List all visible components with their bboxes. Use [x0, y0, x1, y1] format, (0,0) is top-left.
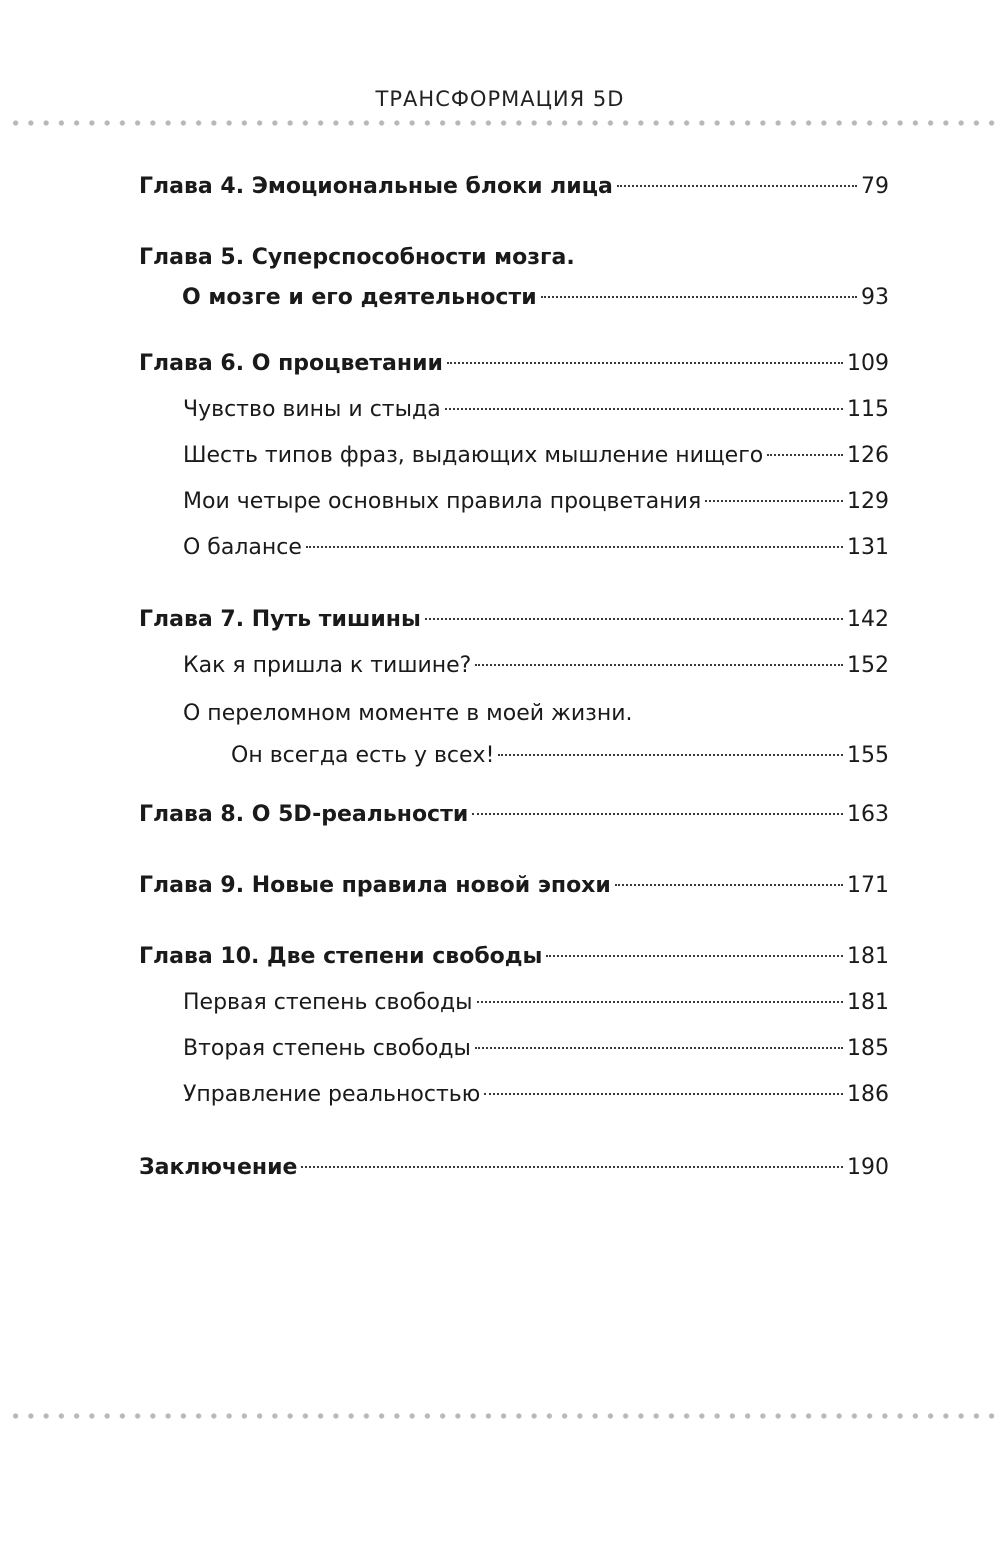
toc-entry-six-types-of-phrases[interactable]	[183, 439, 889, 473]
toc-page-number: 152	[847, 653, 889, 678]
toc-entry-chapter-9[interactable]	[139, 869, 889, 903]
dot-leader	[705, 500, 843, 502]
dot-leader	[546, 955, 843, 957]
toc-page-number: 185	[847, 1036, 889, 1061]
toc-entry-title-line-1: О переломном моменте в моей жизни.	[183, 701, 633, 726]
toc-entry-title: Глава 6. О процветании	[139, 351, 443, 376]
top-dotted-rule	[8, 119, 998, 127]
running-head: ТРАНСФОРМАЦИЯ 5D	[375, 87, 625, 111]
dot-leader	[425, 618, 843, 620]
toc-page-number: 163	[847, 802, 889, 827]
toc-page-number: 155	[847, 743, 889, 768]
toc-page-number: 79	[861, 174, 889, 199]
toc-entry-chapter-6[interactable]	[139, 347, 889, 381]
dot-leader	[617, 185, 857, 187]
toc-entry-title: Шесть типов фраз, выдающих мышление нищего	[183, 443, 764, 468]
toc-entry-title-line-2: Он всегда есть у всех!	[231, 743, 495, 768]
toc-entry-title: Чувство вины и стыда	[183, 397, 441, 422]
toc-entry-title: Заключение	[139, 1155, 298, 1180]
toc-entry-title: Глава 7. Путь тишины	[139, 607, 421, 632]
toc-entry-reality-management[interactable]	[183, 1078, 889, 1112]
toc-page-number: 186	[847, 1082, 889, 1107]
toc-entry-title: Вторая степень свободы	[183, 1036, 471, 1061]
toc-entry-chapter-4[interactable]	[139, 170, 889, 204]
toc-entry-title: Управление реальностью	[183, 1082, 481, 1107]
dot-leader	[301, 1166, 843, 1168]
dot-leader	[767, 454, 843, 456]
toc-entry-title-line-1: Глава 5. Суперспособности мозга.	[139, 245, 575, 270]
toc-entry-title: Глава 4. Эмоциональные блоки лица	[139, 174, 613, 199]
toc-page-number: 115	[847, 397, 889, 422]
dot-leader	[445, 408, 843, 410]
toc-entry-chapter-5[interactable]	[139, 241, 889, 315]
toc-entry-turning-point[interactable]	[183, 697, 889, 773]
toc-entry-title: Глава 9. Новые правила новой эпохи	[139, 873, 611, 898]
toc-page-number: 109	[847, 351, 889, 376]
toc-entry-title-line-2: О мозге и его деятельности	[182, 285, 537, 310]
toc-entry-first-degree[interactable]	[183, 986, 889, 1020]
toc-entry-title: Первая степень свободы	[183, 990, 473, 1015]
toc-page-number: 131	[847, 535, 889, 560]
dot-leader	[475, 664, 843, 666]
toc-entry-title: О балансе	[183, 535, 302, 560]
dot-leader	[475, 1047, 843, 1049]
toc-page-number: 142	[847, 607, 889, 632]
toc-entry-chapter-10[interactable]	[139, 940, 889, 974]
toc-entry-title: Как я пришла к тишине?	[183, 653, 472, 678]
toc-page-number: 129	[847, 489, 889, 514]
toc-entry-chapter-7[interactable]	[139, 603, 889, 637]
toc-entry-about-balance[interactable]	[183, 531, 889, 565]
toc-entry-guilt-and-shame[interactable]	[183, 393, 889, 427]
dot-leader	[447, 362, 843, 364]
dot-leader	[615, 884, 843, 886]
toc-page-number: 190	[847, 1155, 889, 1180]
toc-page-number: 181	[847, 990, 889, 1015]
toc-entry-title: Глава 10. Две степени свободы	[139, 944, 543, 969]
dot-leader	[498, 754, 843, 756]
dot-leader	[484, 1093, 843, 1095]
bottom-dotted-rule	[8, 1412, 998, 1420]
toc-page-number: 93	[861, 285, 889, 310]
dot-leader	[477, 1001, 843, 1003]
toc-page-number: 181	[847, 944, 889, 969]
toc-entry-conclusion[interactable]	[139, 1151, 889, 1185]
toc-entry-chapter-8[interactable]	[139, 798, 889, 832]
toc-entry-title: Мои четыре основных правила процветания	[183, 489, 702, 514]
toc-entry-path-to-silence[interactable]	[183, 649, 889, 683]
toc-page-number: 126	[847, 443, 889, 468]
toc-page-number: 171	[847, 873, 889, 898]
toc-entry-four-rules[interactable]	[183, 485, 889, 519]
toc-entry-title: Глава 8. О 5D-реальности	[139, 802, 469, 827]
dot-leader	[306, 546, 843, 548]
dot-leader	[472, 813, 843, 815]
dot-leader	[541, 296, 857, 298]
toc-entry-second-degree[interactable]	[183, 1032, 889, 1066]
